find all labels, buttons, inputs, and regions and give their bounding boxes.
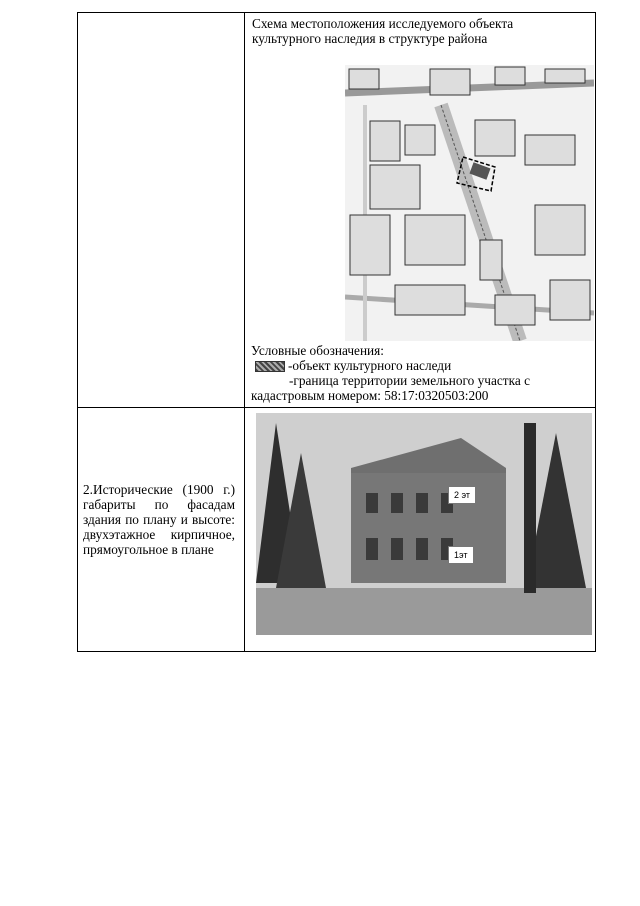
legend-title: Условные обозначения: xyxy=(251,343,384,358)
legend-object-row xyxy=(251,358,591,373)
legend-object-label: -объект культурного наследи xyxy=(288,358,452,373)
map-legend xyxy=(251,343,591,403)
building-photo-drawing xyxy=(256,413,592,635)
location-map-drawing xyxy=(345,65,594,341)
floor-2-label: 2 эт xyxy=(448,486,476,504)
building-photo xyxy=(256,413,592,635)
location-map xyxy=(345,65,594,341)
heritage-object-swatch xyxy=(255,361,285,372)
map-caption: Схема местоположения исследуемого объекта культурного наследия в структуре района xyxy=(252,16,514,46)
floor-1-label: 1эт xyxy=(448,546,474,564)
row-divider xyxy=(78,407,595,408)
document-table xyxy=(77,12,596,652)
historic-dimensions-text: 2.Исторические (1900 г.) габариты по фасадам здания по плану и высоте: двухэтажное кирпичное, прямоугольное в плане xyxy=(83,482,235,557)
legend-boundary-label-1: -граница территории земельного участка с xyxy=(289,373,530,388)
column-divider xyxy=(244,13,245,651)
legend-boundary-label-2: кадастровым номером: 58:17:0320503:200 xyxy=(251,388,489,403)
